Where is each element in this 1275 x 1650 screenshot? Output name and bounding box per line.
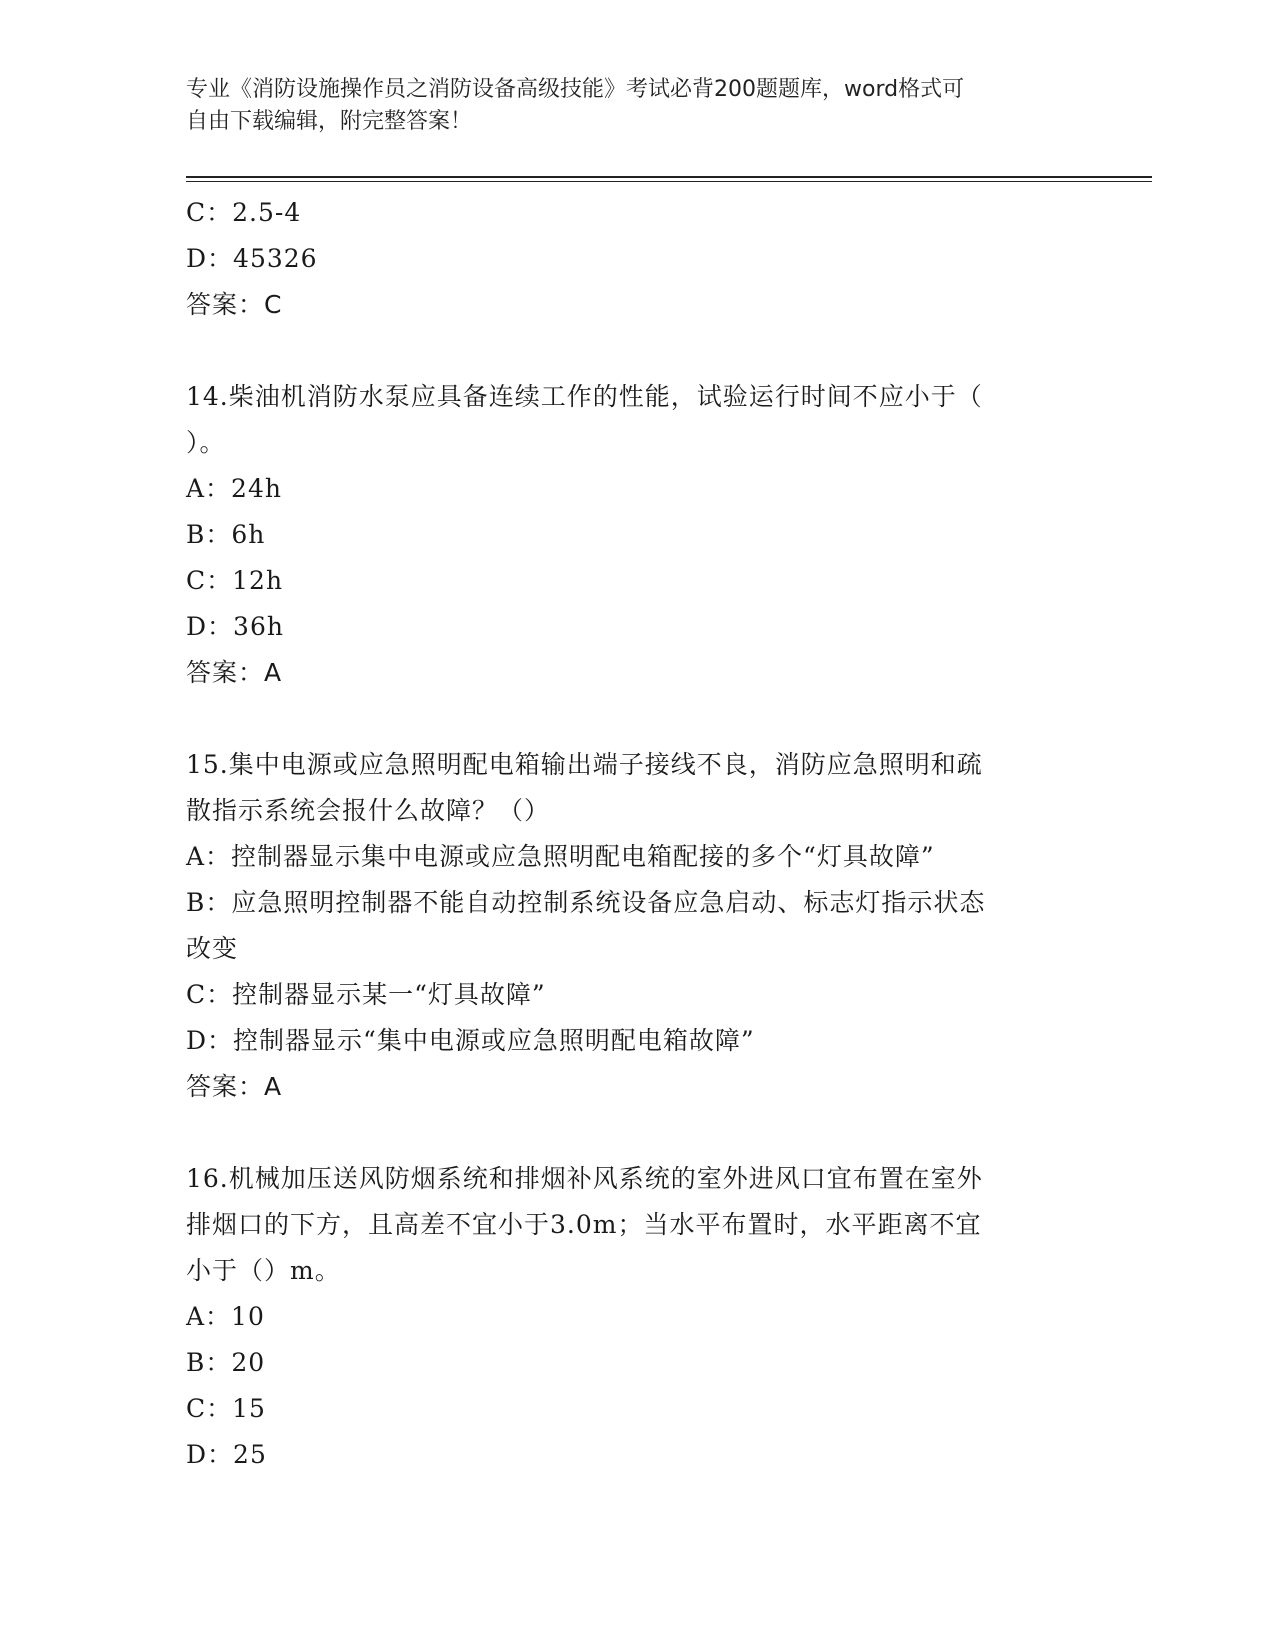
answer-line: 答案：C <box>186 290 283 319</box>
question-text-line: ）。 <box>186 428 226 457</box>
header-divider-thick <box>186 176 1152 178</box>
question-fragment <box>186 190 1086 328</box>
option-d: D：25 <box>186 1440 267 1469</box>
question-text-line: 小于（）m。 <box>186 1256 341 1285</box>
question-text-line: 散指示系统会报什么故障？（） <box>186 796 551 825</box>
option-a: A：控制器显示集中电源或应急照明配电箱配接的多个“灯具故障” <box>186 842 935 871</box>
option-c: C：2.5-4 <box>186 198 302 227</box>
option-b: B：6h <box>186 520 266 549</box>
option-c: C：12h <box>186 566 284 595</box>
spacer <box>186 696 1086 742</box>
option-b: B：20 <box>186 1348 266 1377</box>
option-a: A：24h <box>186 474 282 503</box>
header-line-2: 自由下载编辑，附完整答案！ <box>186 109 473 134</box>
option-c: C：控制器显示某一“灯具故障” <box>186 980 546 1009</box>
option-d: D：45326 <box>186 244 318 273</box>
question-text-line: 15.集中电源或应急照明配电箱输出端子接线不良，消防应急照明和疏 <box>186 750 983 779</box>
option-d: D：36h <box>186 612 284 641</box>
header-divider-thin <box>186 181 1152 182</box>
question-16 <box>186 1156 1086 1478</box>
question-14 <box>186 374 1086 696</box>
option-b-continued: 改变 <box>186 934 239 963</box>
header-line-1: 专业《消防设施操作员之消防设备高级技能》考试必背200题题库，word格式可 <box>186 77 965 102</box>
option-c: C：15 <box>186 1394 266 1423</box>
spacer <box>186 328 1086 374</box>
answer-line: 答案：A <box>186 658 283 687</box>
document-header <box>186 74 1086 138</box>
answer-line: 答案：A <box>186 1072 283 1101</box>
question-text-line: 16.机械加压送风防烟系统和排烟补风系统的室外进风口宜布置在室外 <box>186 1164 983 1193</box>
question-text-line: 14.柴油机消防水泵应具备连续工作的性能，试验运行时间不应小于（ <box>186 382 983 411</box>
option-b: B：应急照明控制器不能自动控制系统设备应急启动、标志灯指示状态 <box>186 888 986 917</box>
option-a: A：10 <box>186 1302 265 1331</box>
question-15 <box>186 742 1086 1110</box>
option-d: D：控制器显示“集中电源或应急照明配电箱故障” <box>186 1026 755 1055</box>
spacer <box>186 1110 1086 1156</box>
question-list <box>186 190 1086 1478</box>
question-text-line: 排烟口的下方，且高差不宜小于3.0m；当水平布置时，水平距离不宜 <box>186 1210 982 1239</box>
